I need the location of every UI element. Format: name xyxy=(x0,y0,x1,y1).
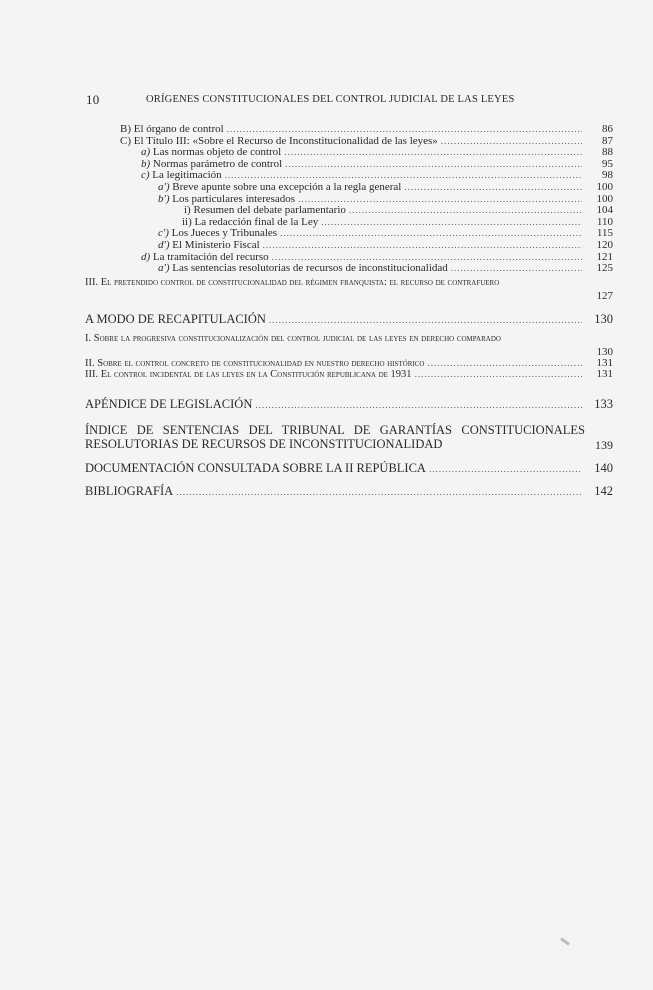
toc-entry-prefix: b) xyxy=(141,157,151,170)
toc-entry[interactable] xyxy=(0,423,653,453)
toc-entry-label: APÉNDICE DE LEGISLACIÓN xyxy=(85,396,253,411)
toc-entry-prefix: b') xyxy=(158,192,170,205)
bleed-through-text xyxy=(180,565,183,576)
toc-entry-page: 95 xyxy=(602,157,613,170)
toc-entry[interactable] xyxy=(0,461,653,475)
toc-entry-prefix: d) xyxy=(141,250,151,263)
dot-leader xyxy=(176,485,582,499)
toc-entry-page: 104 xyxy=(596,204,613,217)
toc-entry[interactable] xyxy=(0,263,653,275)
toc-entry[interactable] xyxy=(0,159,653,171)
dot-leader xyxy=(441,136,582,148)
toc-entry-label: Breve apunte sobre una excepción a la regla general xyxy=(172,180,402,193)
dot-leader xyxy=(429,462,582,476)
toc-entry[interactable] xyxy=(0,182,653,194)
toc-entry-page: 100 xyxy=(596,192,613,205)
toc-entry-page: 127 xyxy=(596,289,613,302)
dot-leader xyxy=(321,217,582,229)
toc-entry-prefix: c') xyxy=(158,227,169,240)
toc-entry[interactable] xyxy=(0,358,653,370)
toc-entry[interactable] xyxy=(0,228,653,240)
running-title: ORÍGENES CONSTITUCIONALES DEL CONTROL JUDICIAL DE LAS LEYES xyxy=(146,94,515,105)
toc-entry-page: 120 xyxy=(596,238,613,251)
toc-entry-page: 139 xyxy=(595,437,613,452)
toc-entry-label: ii) La redacción final de la Ley xyxy=(182,215,319,228)
dot-leader xyxy=(415,369,582,381)
toc-entry-label: i) Resumen del debate parlamentario xyxy=(184,204,346,217)
toc-entry-page: 98 xyxy=(602,169,613,182)
dot-leader xyxy=(269,313,582,327)
toc-entry-page: 88 xyxy=(602,146,613,159)
toc-entry-label: BIBLIOGRAFÍA xyxy=(85,483,174,498)
toc-entry-page: 125 xyxy=(596,262,613,275)
toc-entry-page: 130 xyxy=(594,311,613,326)
toc-entry-page: 131 xyxy=(596,356,613,369)
toc-entry[interactable] xyxy=(0,484,653,498)
toc-entry[interactable] xyxy=(0,147,653,159)
toc-entry-label: III. El control incidental de las leyes en la Constitución republicana de 1931 xyxy=(85,369,412,381)
toc-entry-label: Los Jueces y Tribunales xyxy=(171,227,278,240)
toc-entry-page: 140 xyxy=(594,460,613,475)
toc-entry[interactable] xyxy=(0,312,653,326)
toc-entry-label: La legitimación xyxy=(152,169,222,182)
toc-entry[interactable] xyxy=(0,333,653,358)
toc-entry-label: Las sentencias resolutorias de recursos de inconstitucionalidad xyxy=(172,262,448,275)
toc-entry-label: La tramitación del recurso xyxy=(152,250,269,263)
dot-leader xyxy=(427,358,582,370)
toc-entry-label: ÍNDICE DE SENTENCIAS DEL TRIBUNAL DE GARANTÍAS CONSTITUCIONALES RESOLUTORIAS DE RECURSOS DE INCONSTITUCIONALIDAD xyxy=(85,422,585,451)
toc-entry-label: II. Sobre el control concreto de constitucionalidad en nuestro derecho histórico xyxy=(85,357,425,369)
dot-leader xyxy=(349,205,582,217)
toc-entry-prefix: a) xyxy=(141,146,151,159)
toc-entry[interactable] xyxy=(0,277,653,301)
table-of-contents xyxy=(0,124,653,498)
toc-entry-page: 130 xyxy=(596,345,613,358)
toc-entry-label: Los particulares interesados xyxy=(172,192,296,205)
toc-entry-prefix: c) xyxy=(141,169,150,182)
toc-entry-prefix: d') xyxy=(158,238,170,251)
dot-leader xyxy=(255,398,582,412)
toc-entry-page: 142 xyxy=(594,483,613,498)
toc-entry-page: 110 xyxy=(596,215,613,228)
toc-entry-page: 121 xyxy=(596,250,613,263)
toc-entry-label: B) El órgano de control xyxy=(120,123,224,135)
toc-entry[interactable] xyxy=(0,217,653,229)
toc-entry-prefix: a') xyxy=(158,262,170,275)
dot-leader xyxy=(451,263,582,275)
toc-entry-label: DOCUMENTACIÓN CONSULTADA SOBRE LA II REPÚBLICA xyxy=(85,460,426,475)
toc-entry-page: 133 xyxy=(594,396,613,411)
page-number: 10 xyxy=(86,92,100,107)
toc-entry[interactable] xyxy=(0,205,653,217)
toc-entry[interactable] xyxy=(0,136,653,148)
dot-leader xyxy=(227,124,582,136)
dot-leader xyxy=(263,240,582,252)
toc-entry[interactable] xyxy=(0,124,653,136)
toc-entry-page: 131 xyxy=(596,368,613,381)
toc-entry-page: 86 xyxy=(602,123,613,135)
toc-entry-label: A MODO DE RECAPITULACIÓN xyxy=(85,311,266,326)
toc-entry-label: C) El Título III: «Sobre el Recurso de Inconstitucionalidad de las leyes» xyxy=(120,134,438,147)
dot-leader xyxy=(280,228,582,240)
toc-entry-label: Normas parámetro de control xyxy=(152,157,283,170)
dot-leader xyxy=(285,159,582,171)
toc-entry[interactable] xyxy=(0,397,653,411)
toc-entry-prefix: a') xyxy=(158,180,170,193)
toc-entry[interactable] xyxy=(0,240,653,252)
toc-entry[interactable] xyxy=(0,369,653,381)
toc-entry-label: I. Sobre la progresiva constitucionalización del control judicial de las leyes en derecho comparado xyxy=(85,332,501,344)
dot-leader xyxy=(284,147,582,159)
dot-leader xyxy=(404,182,582,194)
toc-entry-page: 115 xyxy=(596,227,613,240)
toc-entry-label: III. El pretendido control de constitucionalidad del régimen franquista: el recurso de contrafuero xyxy=(85,276,500,288)
toc-entry-label: El Ministerio Fiscal xyxy=(172,238,260,251)
toc-entry-label: Las normas objeto de control xyxy=(152,146,282,159)
scan-mark xyxy=(560,937,570,945)
toc-entry-page: 87 xyxy=(602,134,613,147)
toc-entry-page: 100 xyxy=(596,180,613,193)
